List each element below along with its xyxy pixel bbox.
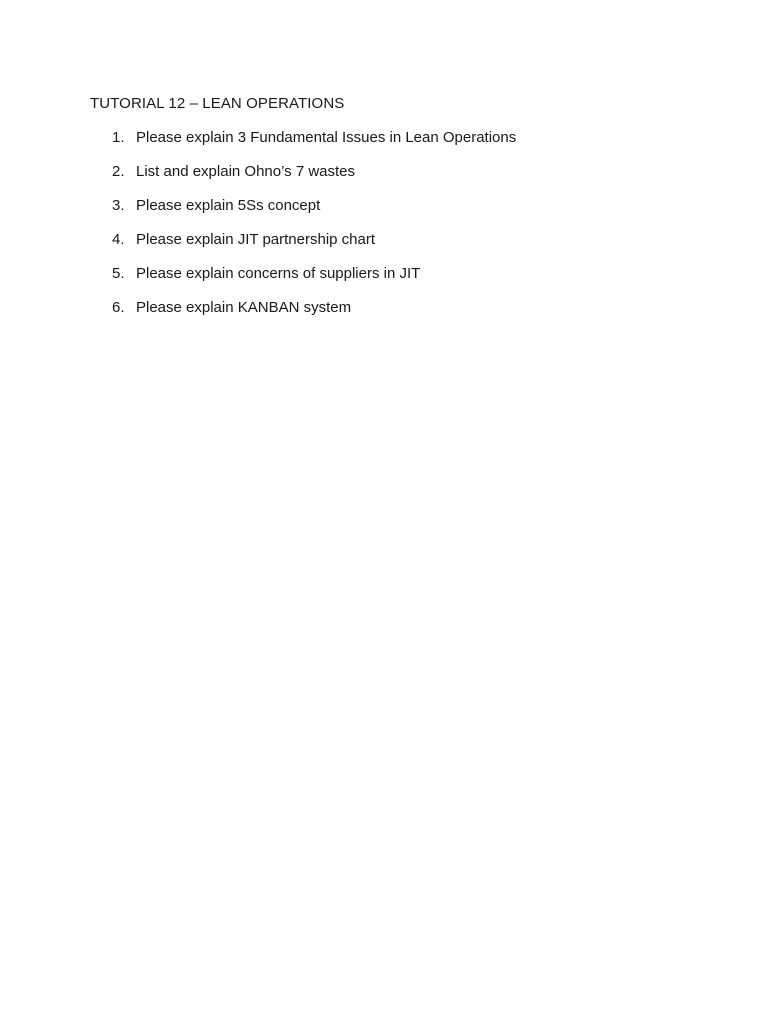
question-text: Please explain 5Ss concept (136, 197, 321, 214)
question-number: 5. (112, 265, 125, 282)
question-item-2 (0, 162, 700, 196)
question-number: 3. (112, 197, 125, 214)
question-item-6 (0, 298, 700, 332)
question-number: 1. (112, 129, 125, 146)
question-text: List and explain Ohno’s 7 wastes (136, 163, 356, 180)
question-number: 6. (112, 299, 125, 316)
question-list (0, 128, 700, 332)
question-item-1 (0, 128, 700, 162)
question-text: Please explain KANBAN system (136, 299, 352, 316)
question-text: Please explain concerns of suppliers in JIT (136, 265, 421, 282)
question-item-4 (0, 230, 700, 264)
question-number: 4. (112, 231, 125, 248)
question-number: 2. (112, 163, 125, 180)
question-item-5 (0, 264, 700, 298)
document-title: TUTORIAL 12 – LEAN OPERATIONS (90, 95, 345, 112)
question-item-3 (0, 196, 700, 230)
question-text: Please explain JIT partnership chart (136, 231, 376, 248)
question-text: Please explain 3 Fundamental Issues in Lean Operations (136, 129, 517, 146)
